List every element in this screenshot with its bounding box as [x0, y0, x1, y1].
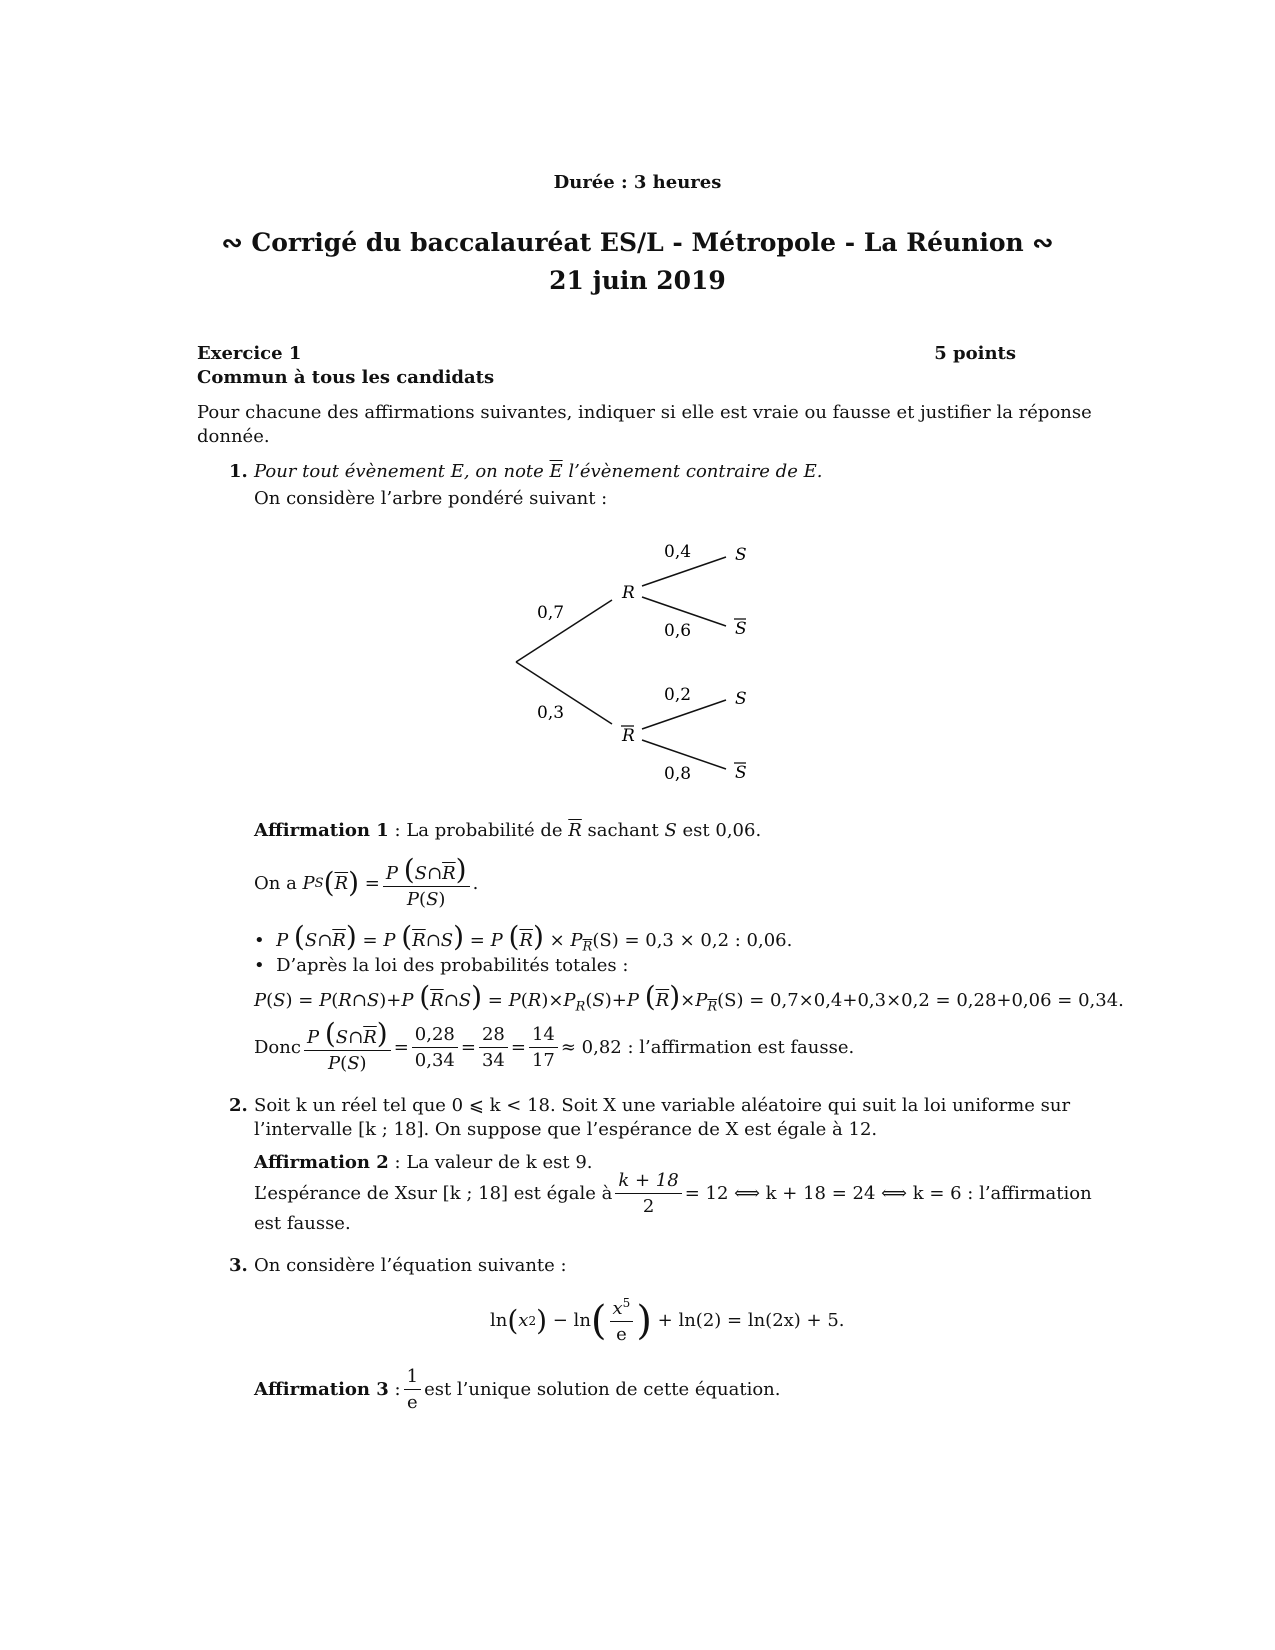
q3-number: 3. — [229, 1255, 248, 1276]
weight-R-S: 0,4 — [664, 542, 692, 562]
ornament-right-icon: ∾ — [1032, 228, 1054, 257]
node-R-S: S — [735, 545, 747, 565]
q1-number: 1. — [229, 461, 248, 482]
weight-Rbar: 0,3 — [537, 703, 565, 723]
q2-line2: l’intervalle [k ; 18]. On suppose que l’espérance de X est égale à 12. — [254, 1119, 878, 1140]
q2-number: 2. — [229, 1095, 248, 1116]
affirmation-1: Affirmation 1 : La probabilité de $\overline{R}$ sachant S est 0,06. — [254, 820, 762, 841]
bullet-1: • P $(S\cap\overline{R}) = P$ $(\overline{R}\cap S) = P$ $(\overline{R}) \times P_{\overline{R}}(S) = 0,3 \times 0,2$ : 0,06. — [254, 920, 793, 955]
q1-tree-intro: On considère l’arbre pondéré suivant : — [254, 488, 608, 509]
node-Rbar-S: S — [735, 689, 747, 709]
title-date: 21 juin 2019 — [549, 266, 726, 295]
q3-equation: ln ( x 2 ) − ln ( $\frac{x^5}{e}$ ) + ln(2) = ln(2x) + 5. — [490, 1296, 845, 1345]
duration: Durée : 3 heures — [553, 172, 722, 193]
node-Rbar-Sbar: S — [735, 763, 747, 783]
weight-R: 0,7 — [537, 603, 565, 623]
weight-R-Sbar: 0,6 — [664, 621, 692, 641]
conclusion-1: Donc $\frac{P (S\cap\overline{R})}{P(S)}$ = $\frac{0,28}{0,34}$ = $\frac{28}{34}$ = $\frac{14}{17}$ ≈ 0,82 : l’affirmation est fausse. — [254, 1017, 855, 1074]
node-R: R — [622, 583, 635, 603]
q2-answer-end: est fausse. — [254, 1213, 351, 1234]
title-text: Corrigé du baccalauréat ES/L - Métropole - La Réunion — [251, 228, 1024, 257]
intro-line2: donnée. — [197, 426, 270, 447]
formula-conditional: On a P S ( $\overline{R}$ ) = $\frac{P (S\cap\overline{R})}{P(S)}$ . — [254, 853, 479, 910]
q3-intro: On considère l’équation suivante : — [254, 1255, 567, 1276]
exercise-subtitle: Commun à tous les candidats — [197, 367, 495, 388]
affirmation-3: Affirmation 3 : $\frac{1}{e}$ est l’unique solution de cette équation. — [254, 1366, 781, 1413]
exercise-points: 5 points — [934, 343, 1016, 364]
weight-Rbar-S: 0,2 — [664, 685, 692, 705]
q2-answer: L’espérance de Xsur [k ; 18] est égale à $\frac{k + 18}{2}$ = 12 ⟺ k + 18 = 24 ⟺ k = 6 : l’affirmation — [254, 1170, 1092, 1217]
bullet-2: • D’après la loi des probabilités totales : — [254, 955, 629, 976]
q1-definition: Pour tout évènement E, on note $\overline{E}$ l’évènement contraire de E. — [254, 461, 823, 482]
exercise-name: Exercice 1 — [197, 343, 302, 364]
q2-line1: Soit k un réel tel que 0 ⩽ k < 18. Soit X une variable aléatoire qui suit la loi uniforme sur — [254, 1095, 1071, 1116]
ornament-left-icon: ∾ — [221, 228, 243, 257]
weight-Rbar-Sbar: 0,8 — [664, 764, 692, 784]
node-R-Sbar: S — [735, 619, 747, 639]
total-probability: P(S) = P(R∩S)+P $(\overline{R}\cap S) = P(R)\times P_R(S)+P$ $(\overline{R})\times P_{\overline{R}}(S) = 0,7\times 0,4+0,3\times 0,2 = 0,28+0,06 = 0,34$. — [254, 980, 1124, 1015]
affirmation-2: Affirmation 2 : La valeur de k est 9. — [254, 1152, 593, 1173]
node-Rbar: R — [622, 726, 635, 746]
intro-line1: Pour chacune des affirmations suivantes, indiquer si elle est vraie ou fausse et justifier la réponse — [197, 402, 1092, 423]
